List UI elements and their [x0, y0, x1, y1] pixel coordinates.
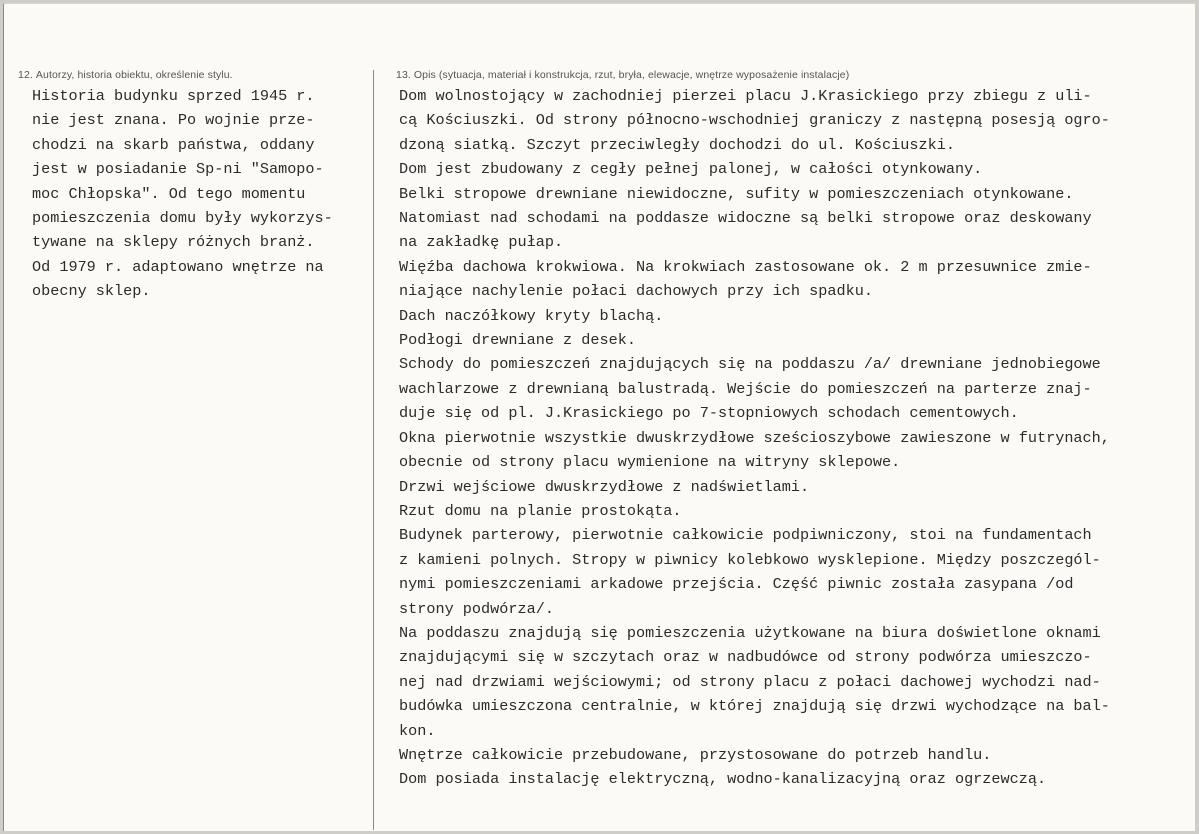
- text-line: pomieszczenia domu były wykorzys-: [32, 209, 333, 228]
- text-line: Drzwi wejściowe dwuskrzydłowe z nadświetlami.: [399, 477, 810, 496]
- text-line: z kamieni polnych. Stropy w piwnicy kolebkowo wysklepione. Między poszczegól-: [399, 550, 1101, 569]
- text-line: duje się od pl. J.Krasickiego po 7-stopniowych schodach cementowych.: [399, 404, 1019, 423]
- text-line: tywane na sklepy różnych branż.: [32, 233, 315, 252]
- text-line: kon.: [399, 721, 436, 740]
- text-line: Dach naczółkowy kryty blachą.: [399, 306, 664, 325]
- text-line: Dom wolnostojący w zachodniej pierzei placu J.Krasickiego przy zbiegu z uli-: [399, 87, 1092, 105]
- description-text: [396, 84, 1188, 792]
- description-section: [396, 68, 1188, 792]
- description-heading-text: Opis (sytuacja, materiał i konstrukcja, rzut, bryła, elewacje, wnętrze wyposażenie instalacje): [413, 69, 850, 81]
- text-line: Budynek parterowy, pierwotnie całkowicie podpiwniczony, stoi na fundamentach: [399, 526, 1092, 545]
- text-line: Dom jest zbudowany z cegły pełnej palonej, w całości otynkowany.: [399, 160, 983, 179]
- text-line: na zakładkę pułap.: [399, 233, 564, 252]
- text-line: jest w posiadanie Sp-ni "Samopo-: [32, 160, 324, 179]
- text-line: Podłogi drewniane z desek.: [399, 331, 636, 350]
- text-line: Schody do pomieszczeń znajdujących się na poddaszu /a/ drewniane jednobiegowe: [399, 355, 1101, 374]
- text-line: nej nad drzwiami wejściowymi; od strony placu z połaci dachowej wychodzi nad-: [399, 672, 1101, 691]
- text-line: Historia budynku sprzed 1945 r.: [32, 87, 315, 105]
- text-line: chodzi na skarb państwa, oddany: [32, 135, 315, 154]
- text-line: Od 1979 r. adaptowano wnętrze na: [32, 257, 324, 276]
- text-line: cą Kościuszki. Od strony północno-wschodniej graniczy z następną posesją ogro-: [399, 111, 1110, 130]
- text-line: moc Chłopska". Od tego momentu: [32, 184, 306, 203]
- history-text: [18, 84, 366, 304]
- text-line: znajdującymi się w szczytach oraz w nadbudówce od strony podwórza umieszczo-: [399, 648, 1092, 667]
- text-line: strony podwórza/.: [399, 599, 554, 618]
- text-line: nie jest znana. Po wojnie prze-: [32, 111, 315, 130]
- history-heading-text: Autorzy, historia obiektu, określenie stylu.: [35, 69, 233, 81]
- history-heading: [18, 68, 366, 82]
- text-line: Więźba dachowa krokwiowa. Na krokwiach zastosowane ok. 2 m przesuwnice zmie-: [399, 257, 1092, 276]
- document-page: [3, 3, 1195, 831]
- description-heading-number: 13.: [396, 69, 411, 81]
- text-line: Belki stropowe drewniane niewidoczne, sufity w pomieszczeniach otynkowane.: [399, 184, 1074, 203]
- history-section: [18, 68, 366, 304]
- history-heading-number: 12.: [18, 69, 33, 81]
- text-line: niające nachylenie połaci dachowych przy ich spadku.: [399, 282, 873, 301]
- text-line: dzoną siatką. Szczyt przeciwległy dochodzi do ul. Kościuszki.: [399, 135, 955, 154]
- column-divider: [373, 70, 374, 830]
- text-line: obecnie od strony placu wymienione na witryny sklepowe.: [399, 453, 901, 472]
- text-line: budówka umieszczona centralnie, w której znajdują się drzwi wychodzące na bal-: [399, 697, 1110, 716]
- text-line: wachlarzowe z drewnianą balustradą. Wejście do pomieszczeń na parterze znaj-: [399, 379, 1092, 398]
- text-line: Dom posiada instalację elektryczną, wodno-kanalizacyjną oraz ogrzewczą.: [399, 770, 1047, 789]
- text-line: Okna pierwotnie wszystkie dwuskrzydłowe sześcioszybowe zawieszone w futrynach,: [399, 428, 1110, 447]
- description-heading: [396, 68, 1188, 82]
- text-line: Wnętrze całkowicie przebudowane, przystosowane do potrzeb handlu.: [399, 745, 992, 764]
- text-line: Rzut domu na planie prostokąta.: [399, 501, 682, 520]
- text-line: Natomiast nad schodami na poddasze widoczne są belki stropowe oraz deskowany: [399, 209, 1092, 228]
- text-line: Na poddaszu znajdują się pomieszczenia użytkowane na biura doświetlone oknami: [399, 623, 1101, 642]
- text-line: nymi pomieszczeniami arkadowe przejścia. Część piwnic została zasypana /od: [399, 575, 1074, 594]
- text-line: obecny sklep.: [32, 282, 151, 301]
